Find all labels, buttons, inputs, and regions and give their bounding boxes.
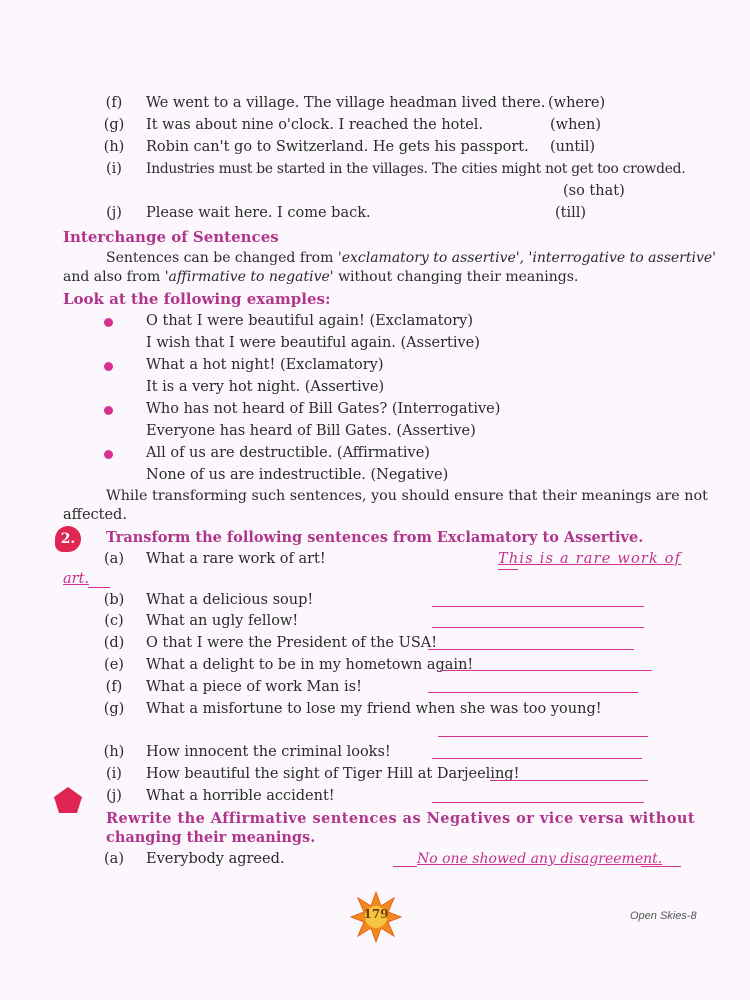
bullet-icon	[104, 318, 113, 327]
item-text: Please wait here. I come back.	[146, 205, 371, 221]
quoted-term: 'exclamatory to assertive'	[337, 250, 520, 266]
exercise-title: Transform the following sentences from Exclamatory to Assertive.	[106, 529, 644, 546]
item-text: Industries must be started in the villages. The cities might not get too crowded.	[146, 161, 686, 177]
item-marker: (g)	[103, 701, 125, 717]
item-text: What a horrible accident!	[146, 788, 335, 804]
item-text: Robin can't go to Switzerland. He gets his passport.	[146, 139, 529, 155]
answer-line	[88, 587, 110, 588]
item-marker: (i)	[106, 161, 122, 177]
intro-text: ,	[519, 250, 529, 266]
page-number: 179	[363, 907, 389, 921]
item-text: O that I were the President of the USA!	[146, 635, 438, 651]
item-text: How beautiful the sight of Tiger Hill at Darjeeling!	[146, 766, 520, 782]
answer-blank[interactable]	[432, 627, 644, 628]
item-text: We went to a village. The village headman lived there.	[146, 95, 546, 111]
item-text: Everybody agreed.	[146, 851, 285, 867]
item-text: What a delight to be in my hometown again!	[146, 657, 474, 673]
item-marker: (f)	[105, 95, 123, 111]
bullet-icon	[104, 362, 113, 371]
item-text: What an ugly fellow!	[146, 613, 299, 629]
answer-blank[interactable]	[438, 736, 648, 737]
answer-blank[interactable]	[432, 606, 644, 607]
item-text: What a piece of work Man is!	[146, 679, 362, 695]
quoted-term: 'interrogative to assertive'	[528, 250, 716, 266]
interchange-intro-line1	[106, 250, 716, 266]
item-marker: (b)	[103, 592, 125, 608]
bullet-icon	[104, 406, 113, 415]
section-heading-examples: Look at the following examples:	[63, 290, 331, 308]
conjunction-hint: (until)	[550, 139, 596, 155]
item-marker: (i)	[106, 766, 122, 782]
example-transformed: Everyone has heard of Bill Gates. (Assertive)	[146, 423, 476, 439]
item-text: What a misfortune to lose my friend when she was too young!	[146, 701, 602, 717]
item-marker: (f)	[105, 679, 123, 695]
answer-text: art.	[63, 571, 90, 587]
item-marker: (d)	[103, 635, 125, 651]
note-line1: While transforming such sentences, you should ensure that their meanings are not	[106, 488, 708, 504]
answer-line	[641, 866, 681, 867]
conjunction-hint: (where)	[548, 95, 606, 111]
answer-blank[interactable]	[440, 670, 652, 671]
item-marker: (g)	[103, 117, 125, 133]
item-marker: (h)	[103, 139, 125, 155]
intro-text: and also from	[63, 269, 165, 285]
item-marker: (a)	[104, 851, 124, 867]
item-marker: (j)	[106, 205, 122, 221]
conjunction-hint: (so that)	[563, 183, 625, 199]
answer-line	[498, 569, 518, 570]
item-text: How innocent the criminal looks!	[146, 744, 391, 760]
intro-text: Sentences can be changed from	[106, 250, 338, 266]
answer-blank[interactable]	[428, 692, 638, 693]
item-marker: (h)	[103, 744, 125, 760]
example-transformed: It is a very hot night. (Assertive)	[146, 379, 385, 395]
item-text: It was about nine o'clock. I reached the hotel.	[146, 117, 484, 133]
answer-text: This is a rare work of	[498, 551, 682, 567]
example-original: All of us are destructible. (Affirmative)	[146, 445, 430, 461]
item-marker: (j)	[106, 788, 122, 804]
item-text: What a rare work of art!	[146, 551, 326, 567]
item-marker: (a)	[104, 551, 124, 567]
pentagon-icon	[53, 786, 83, 814]
answer-blank[interactable]	[432, 802, 644, 803]
exercise-title: Rewrite the Affirmative sentences as Negatives or vice versa without	[106, 810, 696, 827]
answer-blank[interactable]	[490, 780, 648, 781]
answer-line	[393, 866, 417, 867]
item-marker: (e)	[104, 657, 124, 673]
example-original: Who has not heard of Bill Gates? (Interrogative)	[146, 401, 501, 417]
note-line2: affected.	[63, 507, 127, 523]
example-transformed: I wish that I were beautiful again. (Assertive)	[146, 335, 480, 351]
item-marker: (c)	[104, 613, 124, 629]
example-transformed: None of us are indestructible. (Negative)	[146, 467, 449, 483]
book-title: Open Skies-8	[630, 910, 697, 922]
quoted-term: 'affirmative to negative'	[164, 269, 334, 285]
example-original: What a hot night! (Exclamatory)	[146, 357, 384, 373]
answer-blank[interactable]	[432, 758, 642, 759]
section-heading-interchange: Interchange of Sentences	[63, 228, 279, 246]
conjunction-hint: (till)	[555, 205, 587, 221]
item-text: What a delicious soup!	[146, 592, 314, 608]
intro-text: without changing their meanings.	[333, 269, 579, 285]
answer-blank[interactable]	[428, 649, 634, 650]
exercise-number-badge: 2.	[55, 526, 81, 552]
answer-text: No one showed any disagreement.	[417, 851, 663, 867]
conjunction-hint: (when)	[550, 117, 601, 133]
example-original: O that I were beautiful again! (Exclamatory)	[146, 313, 473, 329]
bullet-icon	[104, 450, 113, 459]
interchange-intro-line2	[63, 269, 578, 285]
exercise-title-line2: changing their meanings.	[106, 829, 316, 846]
